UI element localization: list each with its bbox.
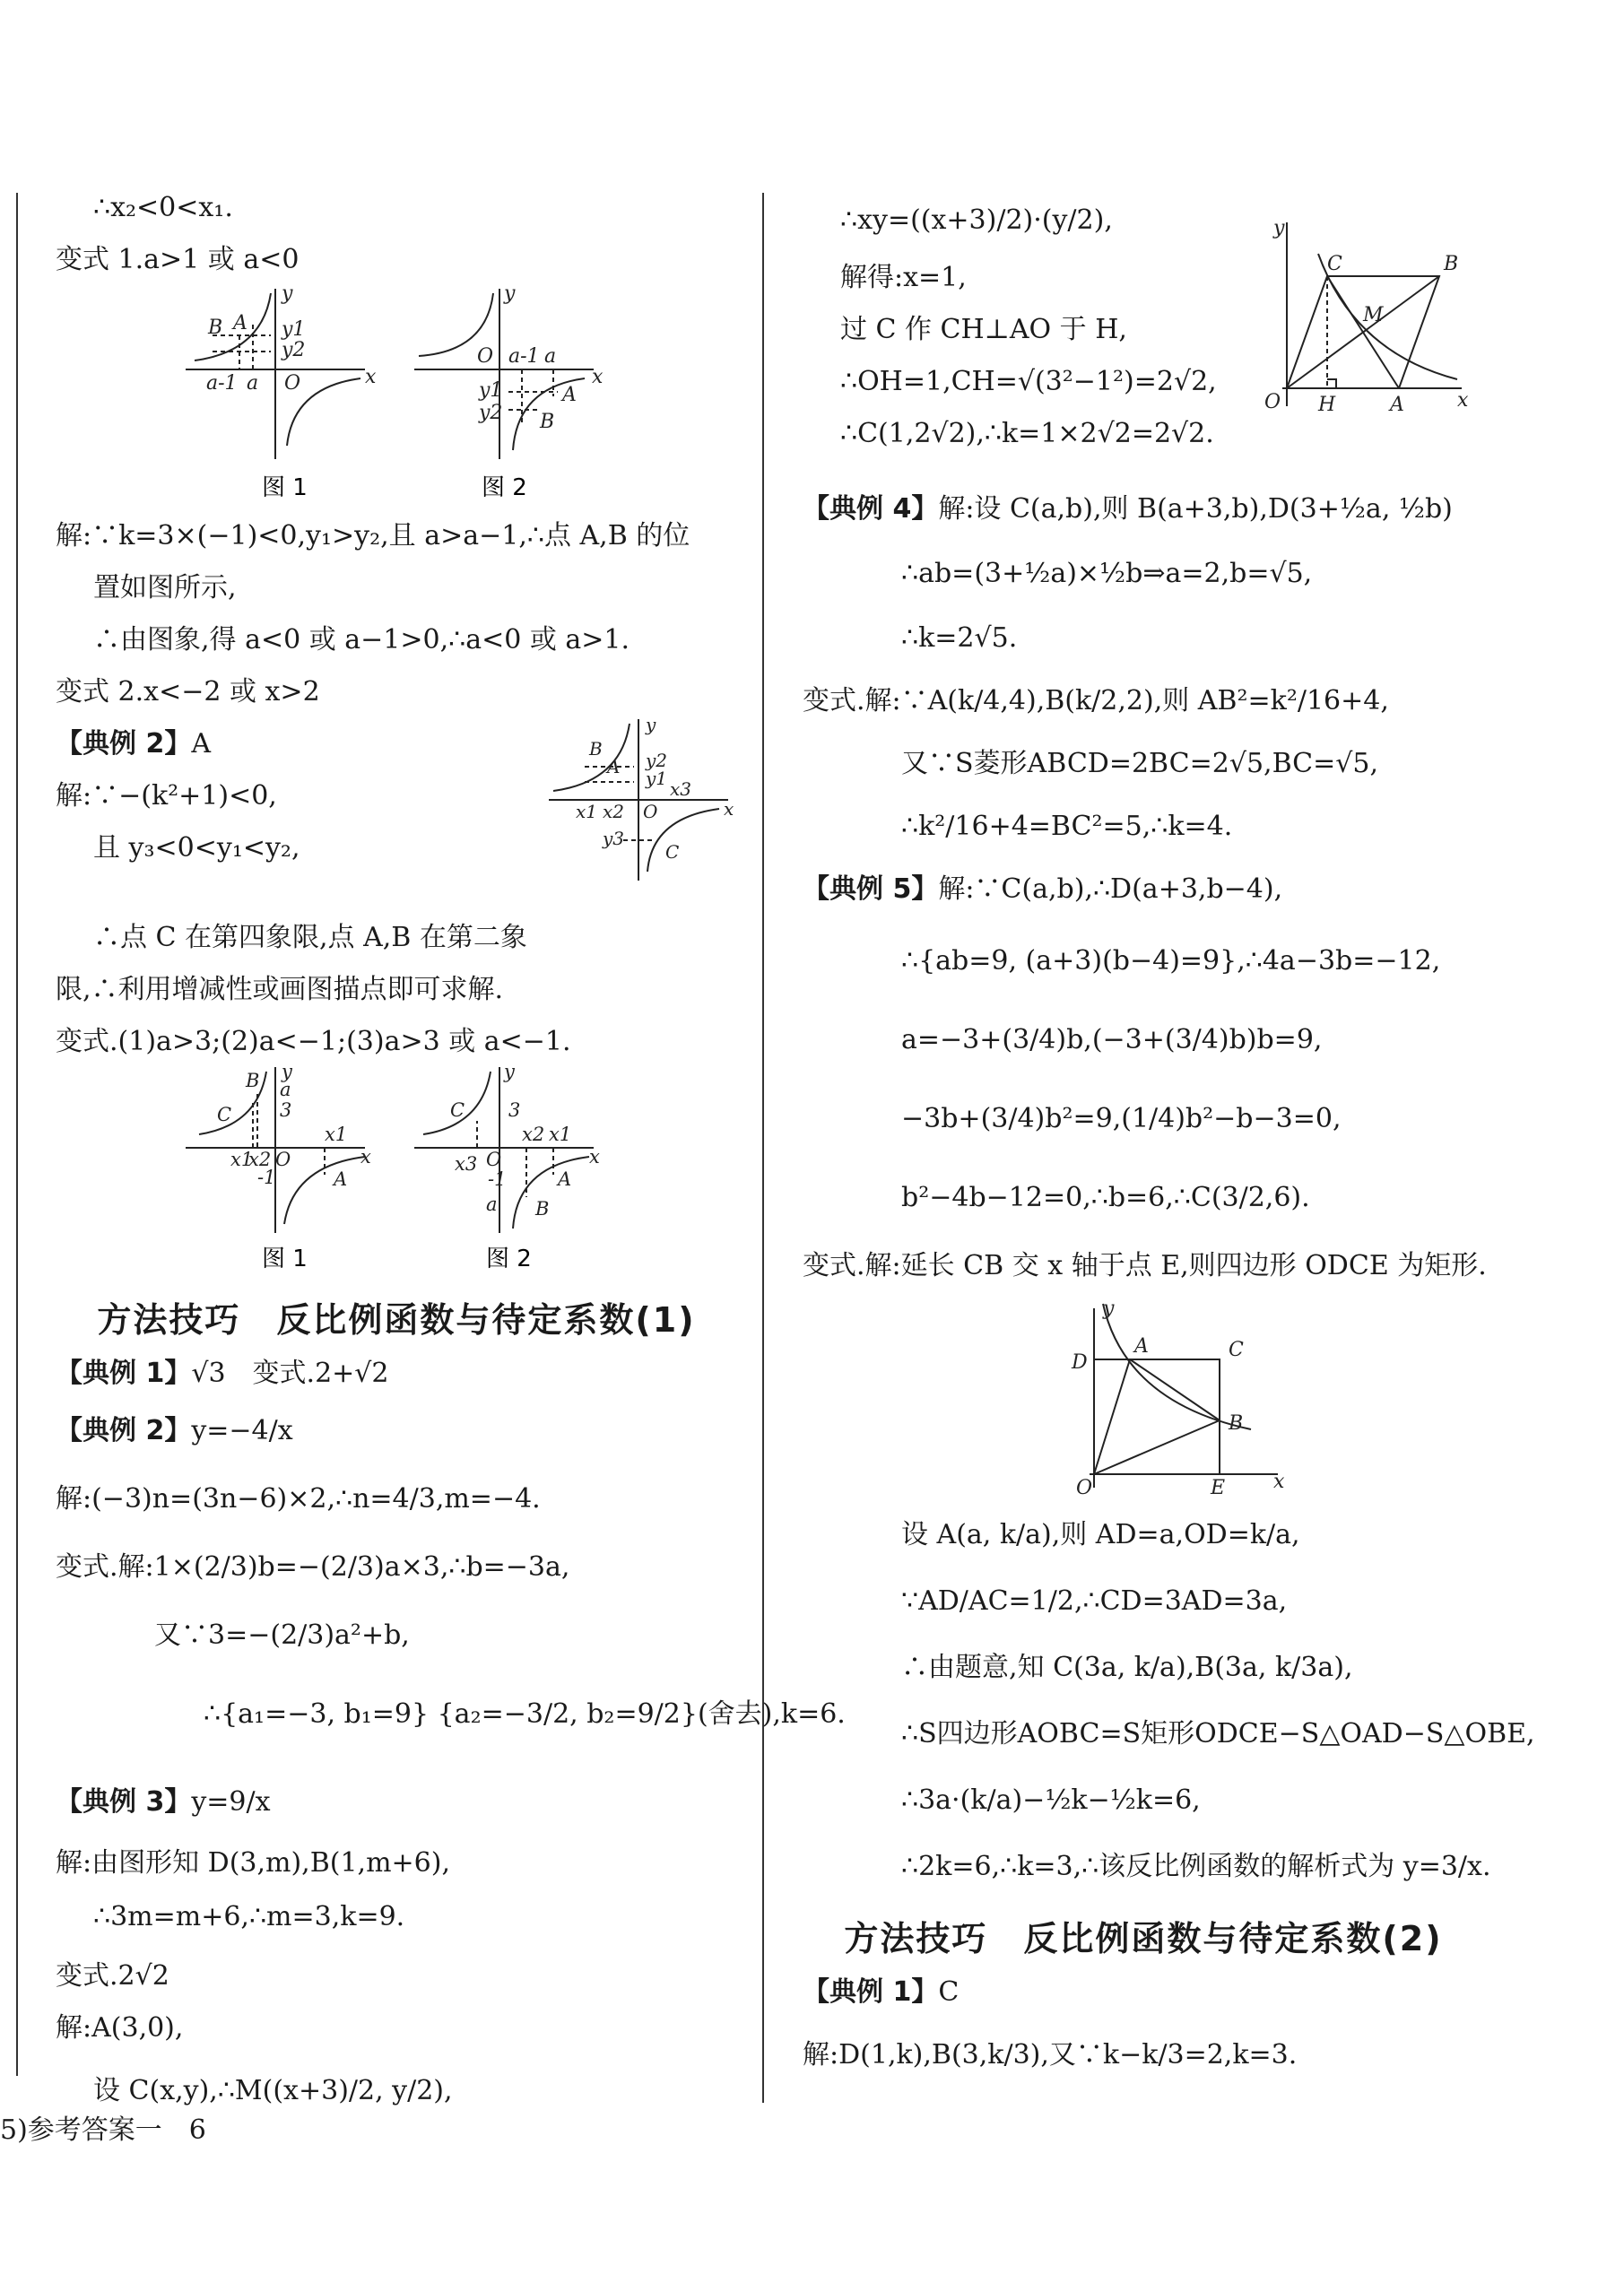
text-line: 设 A(a, k/a),则 AD=a,OD=k/a, bbox=[901, 1519, 1300, 1550]
page-footer: 5)参考答案一 6 bbox=[0, 2114, 206, 2146]
text-line: ∴x₂<0<x₁. bbox=[93, 192, 233, 223]
svg-text:y: y bbox=[504, 1067, 515, 1082]
svg-text:y2: y2 bbox=[646, 750, 668, 771]
text-line: ∴k=2√5. bbox=[901, 622, 1018, 654]
svg-text:x1: x1 bbox=[325, 1124, 348, 1145]
svg-text:x: x bbox=[592, 366, 604, 388]
svg-text:x: x bbox=[724, 798, 734, 820]
answer: √3 变式.2+√2 bbox=[191, 1357, 389, 1389]
text-line: ∴3m=m+6,∴m=3,k=9. bbox=[93, 1900, 405, 1932]
svg-text:x1: x1 bbox=[230, 1149, 254, 1170]
svg-text:a-1: a-1 bbox=[206, 372, 238, 395]
svg-text:y: y bbox=[646, 715, 656, 735]
svg-text:x: x bbox=[1273, 1471, 1285, 1493]
svg-text:B: B bbox=[540, 411, 555, 433]
svg-text:x: x bbox=[1457, 389, 1469, 412]
text-line: 解:∵k=3×(−1)<0,y₁>y₂,且 a>a−1,∴点 A,B 的位 bbox=[56, 520, 690, 551]
left-column bbox=[56, 179, 846, 2107]
svg-text:O: O bbox=[1076, 1477, 1093, 1499]
variant-figure-block bbox=[803, 204, 1484, 473]
parallelogram-figure bbox=[1255, 218, 1471, 424]
figure-caption: 图 1 bbox=[262, 1246, 308, 1272]
svg-text:O: O bbox=[275, 1149, 291, 1170]
svg-text:C: C bbox=[665, 841, 680, 863]
hyperbola-figures-2 bbox=[56, 1067, 737, 1273]
svg-text:A: A bbox=[1390, 394, 1404, 416]
example-tag: 【典例 4】 bbox=[803, 493, 939, 525]
example-tag: 【典例 1】 bbox=[803, 1975, 939, 2008]
text-line: 解得:x=1, bbox=[840, 262, 967, 293]
example-tag: 【典例 1】 bbox=[56, 1357, 192, 1389]
section-heading: 方法技巧 反比例函数与待定系数(1) bbox=[97, 1300, 696, 1340]
svg-text:D: D bbox=[1072, 1351, 1088, 1374]
text-line: ∴由题意,知 C(3a, k/a),B(3a, k/3a), bbox=[901, 1652, 1353, 1683]
text-line: 限,∴利用增减性或画图描点即可求解. bbox=[56, 974, 504, 1005]
svg-text:a: a bbox=[486, 1194, 498, 1215]
text-line: 解:∵C(a,b),∴D(a+3,b−4), bbox=[938, 873, 1283, 905]
text-line: ∴C(1,2√2),∴k=1×2√2=2√2. bbox=[840, 418, 1214, 449]
text-line: ∵AD/AC=1/2,∴CD=3AD=3a, bbox=[901, 1585, 1288, 1617]
text-line: 解:D(1,k),B(3,k/3),又∵k−k/3=2,k=3. bbox=[803, 2038, 1298, 2071]
answer: y=−4/x bbox=[191, 1414, 293, 1446]
column-divider bbox=[762, 193, 764, 2103]
svg-text:x: x bbox=[589, 1146, 600, 1168]
svg-text:y1: y1 bbox=[282, 318, 306, 341]
answer: y=9/x bbox=[191, 1785, 271, 1818]
svg-text:y: y bbox=[1103, 1298, 1115, 1320]
text-line: 又∵S菱形ABCD=2BC=2√5,BC=√5, bbox=[901, 748, 1379, 779]
svg-text:y3: y3 bbox=[603, 828, 625, 849]
svg-text:3: 3 bbox=[508, 1099, 521, 1121]
svg-text:x1: x1 bbox=[549, 1124, 572, 1145]
svg-text:H: H bbox=[1318, 394, 1336, 416]
svg-text:B: B bbox=[246, 1070, 260, 1091]
text-line: ∴由图象,得 a<0 或 a−1>0,∴a<0 或 a>1. bbox=[93, 624, 630, 655]
example-2-figure bbox=[540, 715, 737, 885]
text-line: 变式.解:∵A(k/4,4),B(k/2,2),则 AB²=k²/16+4, bbox=[803, 685, 1389, 716]
example-tag: 【典例 2】 bbox=[56, 1414, 192, 1446]
text-line: 又∵3=−(2/3)a²+b, bbox=[154, 1619, 410, 1651]
text-line: 变式.解:1×(2/3)b=−(2/3)a×3,∴b=−3a, bbox=[56, 1550, 570, 1583]
example-tag: 【典例 2】 bbox=[56, 728, 192, 760]
right-column bbox=[803, 179, 1535, 2071]
answer: C bbox=[938, 1975, 960, 2008]
svg-text:A: A bbox=[607, 756, 621, 777]
svg-text:x: x bbox=[365, 366, 377, 388]
svg-text:y1: y1 bbox=[646, 768, 668, 789]
text-line: ∴OH=1,CH=√(3²−1²)=2√2, bbox=[840, 366, 1217, 397]
text-line: ∴{ab=9, (a+3)(b−4)=9},∴4a−3b=−12, bbox=[901, 945, 1441, 977]
svg-text:x2: x2 bbox=[248, 1149, 272, 1170]
svg-text:A: A bbox=[233, 312, 248, 334]
example-tag: 【典例 5】 bbox=[803, 873, 939, 905]
svg-text:O: O bbox=[486, 1149, 502, 1170]
svg-text:x3: x3 bbox=[670, 778, 692, 800]
svg-text:C: C bbox=[450, 1099, 465, 1121]
text-line: a=−3+(3/4)b,(−3+(3/4)b)b=9, bbox=[901, 1024, 1323, 1055]
svg-text:E: E bbox=[1211, 1477, 1226, 1499]
svg-text:O: O bbox=[643, 801, 658, 822]
svg-text:O: O bbox=[284, 372, 301, 395]
svg-text:a: a bbox=[280, 1079, 291, 1100]
svg-text:-1: -1 bbox=[257, 1167, 276, 1188]
svg-text:M: M bbox=[1363, 304, 1384, 326]
svg-text:x1: x1 bbox=[576, 801, 598, 822]
text-line: ∴xy=((x+3)/2)·(y/2), bbox=[840, 204, 1113, 236]
svg-text:B: B bbox=[535, 1198, 550, 1220]
answer: A bbox=[191, 728, 211, 760]
svg-text:3: 3 bbox=[280, 1099, 292, 1121]
section-heading: 方法技巧 反比例函数与待定系数(2) bbox=[844, 1919, 1443, 1958]
text-line: ∴k²/16+4=BC²=5,∴k=4. bbox=[901, 811, 1233, 842]
svg-text:A: A bbox=[334, 1168, 348, 1190]
svg-text:x2: x2 bbox=[522, 1124, 545, 1145]
svg-text:y2: y2 bbox=[282, 339, 306, 361]
svg-text:-1: -1 bbox=[488, 1168, 507, 1190]
svg-text:y: y bbox=[282, 289, 293, 305]
text-line: b²−4b−12=0,∴b=6,∴C(3/2,6). bbox=[901, 1182, 1310, 1213]
svg-text:O: O bbox=[1264, 391, 1281, 413]
svg-text:A: A bbox=[558, 1168, 572, 1190]
svg-text:a-1: a-1 bbox=[508, 345, 540, 368]
svg-text:y: y bbox=[1273, 218, 1285, 239]
svg-text:a: a bbox=[247, 372, 259, 395]
svg-text:A: A bbox=[562, 384, 577, 406]
example-2-block bbox=[56, 715, 737, 916]
svg-text:C: C bbox=[1327, 253, 1342, 275]
figure-caption: 图 2 bbox=[482, 474, 527, 501]
text-line: 变式.2√2 bbox=[56, 1959, 169, 1992]
text-line: 解:A(3,0), bbox=[56, 2011, 184, 2044]
text-line: 变式 1.a>1 或 a<0 bbox=[56, 244, 300, 275]
svg-text:x2: x2 bbox=[603, 801, 625, 822]
figure-caption: 图 2 bbox=[486, 1246, 532, 1272]
svg-text:O: O bbox=[477, 345, 494, 368]
svg-text:y: y bbox=[282, 1067, 292, 1082]
text-line: 且 y₃<0<y₁<y₂, bbox=[93, 832, 300, 864]
svg-text:B: B bbox=[589, 738, 603, 760]
text-line: 变式 2.x<−2 或 x>2 bbox=[56, 676, 320, 708]
text-line: ∴{a₁=−3, b₁=9} {a₂=−3/2, b₂=9/2}(舍去),k=6. bbox=[204, 1697, 846, 1730]
text-line: ∴S四边形AOBC=S矩形ODCE−S△OAD−S△OBE, bbox=[901, 1718, 1535, 1749]
text-line: 解:由图形知 D(3,m),B(1,m+6), bbox=[56, 1846, 450, 1879]
text-line: −3b+(3/4)b²=9,(1/4)b²−b−3=0, bbox=[901, 1103, 1342, 1134]
text-line: ∴2k=6,∴k=3,∴该反比例函数的解析式为 y=3/x. bbox=[901, 1851, 1491, 1882]
text-line: ∴ab=(3+½a)×½b⇒a=2,b=√5, bbox=[901, 558, 1313, 589]
text-line: ∴3a·(k/a)−½k−½k=6, bbox=[901, 1784, 1201, 1816]
left-margin-line bbox=[16, 193, 18, 2076]
svg-text:y2: y2 bbox=[479, 402, 503, 424]
text-line: 解:∵−(k²+1)<0, bbox=[56, 780, 277, 812]
svg-text:y1: y1 bbox=[479, 379, 503, 402]
svg-text:B: B bbox=[208, 317, 223, 339]
text-line: 过 C 作 CH⊥AO 于 H, bbox=[840, 314, 1127, 345]
svg-text:x3: x3 bbox=[455, 1153, 478, 1175]
svg-text:a: a bbox=[544, 345, 557, 368]
svg-text:B: B bbox=[1229, 1412, 1244, 1435]
svg-text:C: C bbox=[217, 1104, 232, 1125]
text-line: 解:(−3)n=(3n−6)×2,∴n=4/3,m=−4. bbox=[56, 1482, 541, 1515]
text-line: 解:设 C(a,b),则 B(a+3,b),D(3+½a, ½b) bbox=[938, 493, 1453, 525]
svg-text:y: y bbox=[504, 289, 516, 305]
text-line: 变式.(1)a>3;(2)a<−1;(3)a>3 或 a<−1. bbox=[56, 1026, 571, 1057]
example-tag: 【典例 3】 bbox=[56, 1785, 192, 1818]
svg-text:A: A bbox=[1134, 1335, 1149, 1358]
svg-text:x: x bbox=[360, 1146, 371, 1168]
figure-caption: 图 1 bbox=[262, 474, 308, 501]
svg-text:B: B bbox=[1444, 253, 1459, 275]
svg-text:C: C bbox=[1229, 1339, 1244, 1361]
rectangle-figure bbox=[803, 1295, 1484, 1501]
text-line: 设 C(x,y),∴M((x+3)/2, y/2), bbox=[93, 2074, 453, 2106]
text-line: 变式.解:延长 CB 交 x 轴于点 E,则四边形 ODCE 为矩形. bbox=[803, 1250, 1487, 1281]
text-line: ∴点 C 在第四象限,点 A,B 在第二象 bbox=[93, 922, 527, 953]
text-line: 置如图所示, bbox=[93, 572, 237, 603]
hyperbola-figures-1 bbox=[56, 289, 737, 504]
